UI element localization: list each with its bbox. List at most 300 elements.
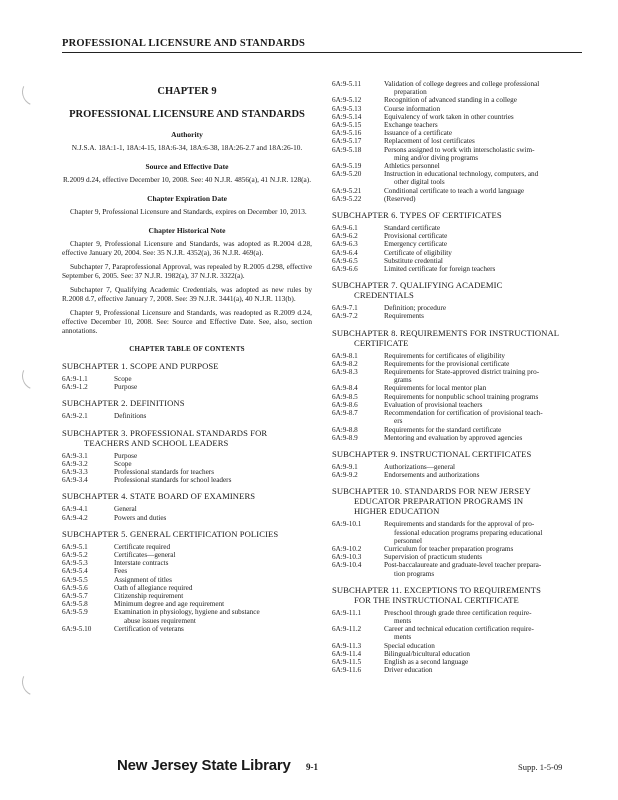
section-number: 6A:9-5.1 <box>62 542 88 551</box>
subchapter-title-line: SUBCHAPTER 9. INSTRUCTIONAL CERTIFICATES <box>332 448 532 459</box>
toc-entry <box>62 514 312 522</box>
toc-entry <box>332 162 592 170</box>
section-number: 6A:9-9.2 <box>332 471 358 480</box>
running-head: PROFESSIONAL LICENSURE AND STANDARDS <box>62 38 306 49</box>
section-title-line: Oath of allegiance required <box>114 583 193 592</box>
section-title <box>384 360 592 368</box>
subchapter-title-line: SUBCHAPTER 10. STANDARDS FOR NEW JERSEY <box>332 486 531 497</box>
section-title-line: General <box>114 505 137 514</box>
section-title <box>114 608 312 624</box>
section-title-line: ments <box>394 633 412 642</box>
section-title-line: Driver education <box>384 666 433 675</box>
section-number: 6A:9-3.2 <box>62 459 88 468</box>
chapter-title: PROFESSIONAL LICENSURE AND STANDARDS <box>69 109 305 120</box>
section-title-line: Examination in physiology, hygiene and substance <box>114 608 260 617</box>
toc-entry <box>332 137 592 145</box>
toc-entry <box>332 609 592 625</box>
section-number: 6A:9-11.4 <box>332 649 362 658</box>
section-number: 6A:9-6.2 <box>332 232 358 241</box>
toc-entry <box>332 401 592 409</box>
section-number: 6A:9-8.3 <box>332 368 358 377</box>
section-title-line: Evaluation of provisional teachers <box>384 400 483 409</box>
section-title <box>384 121 592 129</box>
section-number: 6A:9-5.5 <box>62 575 88 584</box>
section-number: 6A:9-8.5 <box>332 392 358 401</box>
section-number: 6A:9-11.1 <box>332 608 362 617</box>
toc-entry <box>62 452 312 460</box>
section-title-line: Requirements for the standard certificate <box>384 425 502 434</box>
toc-entry <box>332 360 592 368</box>
section-title-line: Citizenship requirement <box>114 592 184 601</box>
toc-entry <box>332 232 592 240</box>
section-number: 6A:9-5.4 <box>62 567 88 576</box>
section-number: 6A:9-5.14 <box>332 112 362 121</box>
toc-entry <box>62 551 312 559</box>
history-paragraph: Subchapter 7, Paraprofessional Approval, was repealed by R.2005 d.298, effective September 6, 2005. See: 37 N.J.R. 1982(a), 37 N.J.R. 3322(a). <box>62 262 312 280</box>
toc-entry <box>332 545 592 553</box>
section-number: 6A:9-5.13 <box>332 104 362 113</box>
section-number: 6A:9-3.1 <box>62 451 88 460</box>
section-number: 6A:9-8.8 <box>332 425 358 434</box>
section-title-line: Professional standards for school leaders <box>114 476 232 485</box>
subchapter-title-line: SUBCHAPTER 6. TYPES OF CERTIFICATES <box>332 210 502 221</box>
toc-entry <box>332 146 592 162</box>
section-title <box>384 304 592 312</box>
section-title <box>384 170 592 186</box>
section-number: 6A:9-6.1 <box>332 224 358 233</box>
toc-entry <box>332 265 592 273</box>
section-number: 6A:9-10.1 <box>332 520 362 529</box>
section-number: 6A:9-5.3 <box>62 559 88 568</box>
toc-entry <box>332 304 592 312</box>
section-title <box>114 452 312 460</box>
section-title-line: Authorizations—general <box>384 462 456 471</box>
section-title-line: Issuance of a certificate <box>384 129 453 138</box>
section-title <box>384 609 592 625</box>
section-number: 6A:9-3.3 <box>62 468 88 477</box>
toc-entry <box>332 642 592 650</box>
section-title <box>384 105 592 113</box>
toc-entry <box>62 584 312 592</box>
toc-entry <box>62 460 312 468</box>
section-title-line: Requirements for local mentor plan <box>384 384 487 393</box>
toc-entry <box>332 352 592 360</box>
section-title <box>384 232 592 240</box>
section-number: 6A:9-6.5 <box>332 256 358 265</box>
toc-entry <box>332 561 592 577</box>
section-title-line: ming and/or diving programs <box>394 153 479 162</box>
section-title <box>384 658 592 666</box>
section-title-line: Recommendation for certification of provisional teach- <box>384 409 543 418</box>
subchapter-title-line: SUBCHAPTER 5. GENERAL CERTIFICATION POLICIES <box>62 528 279 539</box>
toc-entry <box>332 121 592 129</box>
section-title <box>114 592 312 600</box>
section-title-line: Provisional certificate <box>384 232 448 241</box>
section-number: 6A:9-4.2 <box>62 513 88 522</box>
toc-entry <box>62 476 312 484</box>
section-number: 6A:9-5.2 <box>62 551 88 560</box>
toc-entry <box>62 592 312 600</box>
subchapter-title-line: SUBCHAPTER 2. DEFINITIONS <box>62 398 185 409</box>
section-title <box>384 650 592 658</box>
toc-entry <box>332 113 592 121</box>
section-title <box>384 187 592 195</box>
history-paragraph: Chapter 9, Professional Licensure and Standards, was readopted as R.2009 d.24, effective December 10, 2008. See: Source and Effective Date. See, also, section annotations. <box>62 308 312 335</box>
left-column <box>62 82 312 633</box>
section-title <box>114 600 312 608</box>
section-title-line: Athletics personnel <box>384 162 440 171</box>
section-title <box>384 384 592 392</box>
toc-entry <box>332 224 592 232</box>
section-title-line: Minimum degree and age requirement <box>114 600 225 609</box>
section-title <box>384 265 592 273</box>
section-title <box>384 224 592 232</box>
section-title-line: Post-baccalaureate and graduate-level teacher prepara- <box>384 561 542 570</box>
section-number: 6A:9-8.4 <box>332 384 358 393</box>
section-title-line: Bilingual/bicultural education <box>384 649 471 658</box>
section-title <box>384 312 592 320</box>
section-number: 6A:9-5.15 <box>332 121 362 130</box>
section-title-line: Certificate of eligibility <box>384 248 452 257</box>
section-title <box>114 576 312 584</box>
section-number: 6A:9-5.6 <box>62 583 88 592</box>
expiration-text: Chapter 9, Professional Licensure and Standards, expires on December 10, 2013. <box>70 207 307 216</box>
source-text: R.2009 d.24, effective December 10, 2008. See: 40 N.J.R. 4856(a), 41 N.J.R. 128(a). <box>62 175 312 184</box>
section-title-line: Requirements <box>384 312 424 321</box>
section-title-line: Purpose <box>114 451 138 460</box>
subchapter-title-line: SUBCHAPTER 7. QUALIFYING ACADEMIC <box>332 280 503 291</box>
subchapter-title <box>332 486 592 516</box>
subchapter-title-line: CREDENTIALS <box>354 290 414 301</box>
section-title-line: Supervision of practicum students <box>384 553 483 562</box>
section-title <box>384 249 592 257</box>
section-number: 6A:9-2.1 <box>62 412 88 421</box>
toc-right <box>332 80 592 674</box>
section-title <box>384 195 592 203</box>
subchapter-title-line: CERTIFICATE <box>354 337 409 348</box>
section-title-line: tion programs <box>394 569 435 578</box>
toc-entry <box>62 608 312 624</box>
section-number: 6A:9-3.4 <box>62 476 88 485</box>
toc-entry <box>332 520 592 545</box>
section-title <box>114 551 312 559</box>
section-title <box>114 584 312 592</box>
section-number: 6A:9-5.17 <box>332 137 362 146</box>
subchapter-title-line: SUBCHAPTER 1. SCOPE AND PURPOSE <box>62 361 219 371</box>
section-title <box>114 514 312 522</box>
toc-entry <box>332 80 592 96</box>
toc-entry <box>332 409 592 425</box>
page-number: 9-1 <box>306 762 318 772</box>
toc-entry <box>62 600 312 608</box>
section-title <box>384 545 592 553</box>
subchapter-title <box>62 398 312 408</box>
section-title <box>384 463 592 471</box>
section-title-line: Assignment of titles <box>114 575 172 584</box>
section-title-line: Conditional certificate to teach a world language <box>384 186 525 195</box>
history-heading: Chapter Historical Note <box>148 226 226 235</box>
toc-entry <box>62 576 312 584</box>
section-title-line: Professional standards for teachers <box>114 468 214 477</box>
section-number: 6A:9-9.1 <box>332 462 358 471</box>
section-number: 6A:9-11.3 <box>332 641 362 650</box>
toc-entry <box>62 375 312 383</box>
toc-entry <box>332 170 592 186</box>
subchapter-title-line: TEACHERS AND SCHOOL LEADERS <box>84 437 229 448</box>
toc-entry <box>332 553 592 561</box>
supplement-date: Supp. 1-5-09 <box>518 762 563 772</box>
section-title-line: Preschool through grade three certification require- <box>384 608 532 617</box>
section-title <box>384 434 592 442</box>
section-title-line: Definition; procedure <box>384 304 447 313</box>
authority-heading: Authority <box>171 130 203 139</box>
expiration-heading: Chapter Expiration Date <box>147 194 227 203</box>
toc-left <box>62 361 312 633</box>
toc-entry <box>332 658 592 666</box>
subchapter-title-line: SUBCHAPTER 8. REQUIREMENTS FOR INSTRUCTIONAL <box>332 327 560 338</box>
section-title <box>384 352 592 360</box>
subchapter-title-line: FOR THE INSTRUCTIONAL CERTIFICATE <box>354 594 519 605</box>
history-paragraph: Subchapter 7, Qualifying Academic Credentials, was adopted as new rules by R.2008 d.7, effective January 7, 2008. See: 39 N.J.R. 3441(a), 40 N.J.R. 113(b). <box>62 285 312 303</box>
section-title <box>384 257 592 265</box>
section-title <box>384 426 592 434</box>
section-title-line: ers <box>394 417 403 426</box>
toc-entry <box>332 463 592 471</box>
subchapter-title-line: SUBCHAPTER 4. STATE BOARD OF EXAMINERS <box>62 491 256 502</box>
section-number: 6A:9-6.3 <box>332 240 358 249</box>
section-title-line: Powers and duties <box>114 513 167 522</box>
section-title <box>114 375 312 383</box>
toc-entry <box>332 249 592 257</box>
section-title <box>114 476 312 484</box>
section-title-line: Substitute credential <box>384 256 443 265</box>
section-title-line: Career and technical education certification require- <box>384 625 534 634</box>
section-title-line: ments <box>394 616 412 625</box>
section-number: 6A:9-5.21 <box>332 186 362 195</box>
authority-text: N.J.S.A. 18A:1-1, 18A:4-15, 18A:6-34, 18A:6-38, 18A:26-2.7 and 18A:26-10. <box>71 143 303 152</box>
section-title-line: Certificates—general <box>114 551 176 560</box>
section-title-line: Curriculum for teacher preparation programs <box>384 544 514 553</box>
section-number: 6A:9-5.8 <box>62 600 88 609</box>
section-title <box>384 80 592 96</box>
section-title-line: Certification of veterans <box>114 624 184 633</box>
section-title-line: Special education <box>384 641 435 650</box>
section-title <box>384 520 592 545</box>
toc-entry <box>62 625 312 633</box>
section-title-line: Purpose <box>114 383 138 392</box>
section-title <box>384 129 592 137</box>
section-number: 6A:9-8.6 <box>332 400 358 409</box>
toc-entry <box>332 426 592 434</box>
toc-entry <box>332 471 592 479</box>
section-title <box>384 146 592 162</box>
section-title <box>384 137 592 145</box>
section-title-line: Emergency certificate <box>384 240 448 249</box>
section-number: 6A:9-4.1 <box>62 505 88 514</box>
section-title-line: abuse issues requirement <box>124 616 196 625</box>
section-title-line: Validation of college degrees and college professional <box>384 80 540 88</box>
section-title-line: English as a second language <box>384 657 469 666</box>
section-title-line: grams <box>394 376 412 385</box>
section-number: 6A:9-1.2 <box>62 383 88 392</box>
toc-entry <box>332 368 592 384</box>
toc-entry <box>332 393 592 401</box>
section-title <box>114 460 312 468</box>
subchapter-title <box>62 428 312 448</box>
section-number: 6A:9-8.9 <box>332 433 358 442</box>
section-title <box>384 368 592 384</box>
section-number: 6A:9-7.1 <box>332 304 358 313</box>
section-number: 6A:9-5.20 <box>332 170 362 179</box>
section-title-line: Endorsements and authorizations <box>384 471 480 480</box>
section-title-line: Mentoring and evaluation by approved agencies <box>384 433 523 442</box>
section-title <box>114 559 312 567</box>
subchapter-title <box>332 210 592 220</box>
toc-entry <box>62 383 312 391</box>
section-title-line: Persons assigned to work with interscholastic swim- <box>384 145 535 154</box>
section-number: 6A:9-5.12 <box>332 96 362 105</box>
library-stamp: New Jersey State Library <box>117 757 291 774</box>
punch-hole-mark <box>18 358 54 394</box>
section-title <box>384 409 592 425</box>
section-title-line: Recognition of advanced standing in a college <box>384 96 517 105</box>
section-title <box>384 471 592 479</box>
toc-entry <box>332 625 592 641</box>
section-number: 6A:9-7.2 <box>332 312 358 321</box>
section-title <box>384 666 592 674</box>
section-title <box>384 553 592 561</box>
toc-entry <box>332 666 592 674</box>
punch-hole-mark <box>18 664 54 700</box>
section-title-line: Scope <box>114 375 132 383</box>
section-number: 6A:9-1.1 <box>62 375 88 383</box>
section-title-line: Instruction in educational technology, computers, and <box>384 170 539 179</box>
source-heading: Source and Effective Date <box>145 162 229 171</box>
section-number: 6A:9-8.7 <box>332 409 358 418</box>
subchapter-title-line: SUBCHAPTER 3. PROFESSIONAL STANDARDS FOR <box>62 427 268 438</box>
section-title-line: Replacement of lost certificates <box>384 137 475 146</box>
section-title-line: personnel <box>394 536 422 545</box>
toc-entry <box>62 559 312 567</box>
toc-heading: CHAPTER TABLE OF CONTENTS <box>129 345 245 353</box>
section-title <box>384 401 592 409</box>
section-title-line: Requirements and standards for the approval of pro- <box>384 520 535 529</box>
section-number: 6A:9-10.2 <box>332 544 362 553</box>
section-title-line: Exchange teachers <box>384 121 438 130</box>
subchapter-title-line: EDUCATOR PREPARATION PROGRAMS IN <box>354 496 524 507</box>
section-title-line: Standard certificate <box>384 224 441 233</box>
section-title-line: fessional education programs preparing educational <box>394 528 543 537</box>
section-title <box>384 240 592 248</box>
toc-entry <box>332 312 592 320</box>
toc-entry <box>62 505 312 513</box>
section-title-line: Fees <box>114 567 128 576</box>
subchapter-title <box>62 361 312 371</box>
section-title-line: Equivalency of work taken in other countries <box>384 112 514 121</box>
toc-entry <box>332 650 592 658</box>
section-title <box>384 96 592 104</box>
section-title <box>114 412 312 420</box>
toc-entry <box>332 257 592 265</box>
subchapter-title <box>62 529 312 539</box>
section-title <box>114 468 312 476</box>
subchapter-title-line: HIGHER EDUCATION <box>354 506 440 517</box>
punch-hole-mark <box>18 74 54 110</box>
history-paragraph: Chapter 9, Professional Licensure and Standards, was adopted as R.2004 d.28, effective January 20, 2004. See: 35 N.J.R. 4352(a), 36 N.J.R. 469(a). <box>62 239 312 257</box>
header-rule <box>62 52 582 53</box>
section-title-line: other digital tools <box>394 178 445 187</box>
section-number: 6A:9-5.18 <box>332 145 362 154</box>
section-title-line: Requirements for nonpublic school training programs <box>384 392 539 401</box>
section-title <box>384 625 592 641</box>
section-title <box>114 625 312 633</box>
toc-entry <box>62 567 312 575</box>
toc-entry <box>332 240 592 248</box>
section-number: 6A:9-8.1 <box>332 351 358 360</box>
section-title-line: Definitions <box>114 412 147 421</box>
section-number: 6A:9-5.7 <box>62 592 88 601</box>
section-number: 6A:9-8.2 <box>332 359 358 368</box>
subchapter-title-line: SUBCHAPTER 11. EXCEPTIONS TO REQUIREMENTS <box>332 584 542 595</box>
section-number: 6A:9-5.22 <box>332 194 362 203</box>
section-title-line: Limited certificate for foreign teachers <box>384 265 496 274</box>
section-title <box>384 393 592 401</box>
subchapter-title <box>332 449 592 459</box>
section-title-line: Interstate contracts <box>114 559 169 568</box>
subchapter-title <box>332 328 592 348</box>
section-number: 6A:9-11.5 <box>332 657 362 666</box>
section-title-line: Requirements for the provisional certificate <box>384 359 510 368</box>
section-number: 6A:9-10.3 <box>332 553 362 562</box>
section-number: 6A:9-5.11 <box>332 80 362 88</box>
right-column <box>332 80 592 674</box>
section-title-line: Course information <box>384 104 441 113</box>
section-title-line: Scope <box>114 459 132 468</box>
section-number: 6A:9-6.4 <box>332 248 358 257</box>
section-number: 6A:9-5.19 <box>332 162 362 171</box>
toc-entry <box>332 384 592 392</box>
section-title-line: preparation <box>394 88 427 97</box>
section-number: 6A:9-11.6 <box>332 666 362 675</box>
section-title <box>114 543 312 551</box>
section-title <box>114 383 312 391</box>
chapter-number: CHAPTER 9 <box>157 86 217 97</box>
section-number: 6A:9-5.16 <box>332 129 362 138</box>
toc-entry <box>332 434 592 442</box>
subchapter-title <box>332 280 592 300</box>
section-title <box>384 162 592 170</box>
section-title <box>114 567 312 575</box>
section-title-line: Requirements for State-approved district training pro- <box>384 368 540 377</box>
section-number: 6A:9-6.6 <box>332 265 358 274</box>
section-title-line: Certificate required <box>114 542 171 551</box>
toc-entry <box>332 105 592 113</box>
toc-entry <box>62 468 312 476</box>
toc-entry <box>332 129 592 137</box>
toc-entry <box>62 543 312 551</box>
section-number: 6A:9-11.2 <box>332 625 362 634</box>
section-number: 6A:9-5.9 <box>62 608 88 617</box>
toc-entry <box>332 96 592 104</box>
subchapter-title <box>332 585 592 605</box>
toc-entry <box>62 412 312 420</box>
toc-entry <box>332 195 592 203</box>
section-title <box>384 561 592 577</box>
section-number: 6A:9-10.4 <box>332 561 362 570</box>
toc-entry <box>332 187 592 195</box>
section-number: 6A:9-5.10 <box>62 624 92 633</box>
section-title <box>384 642 592 650</box>
